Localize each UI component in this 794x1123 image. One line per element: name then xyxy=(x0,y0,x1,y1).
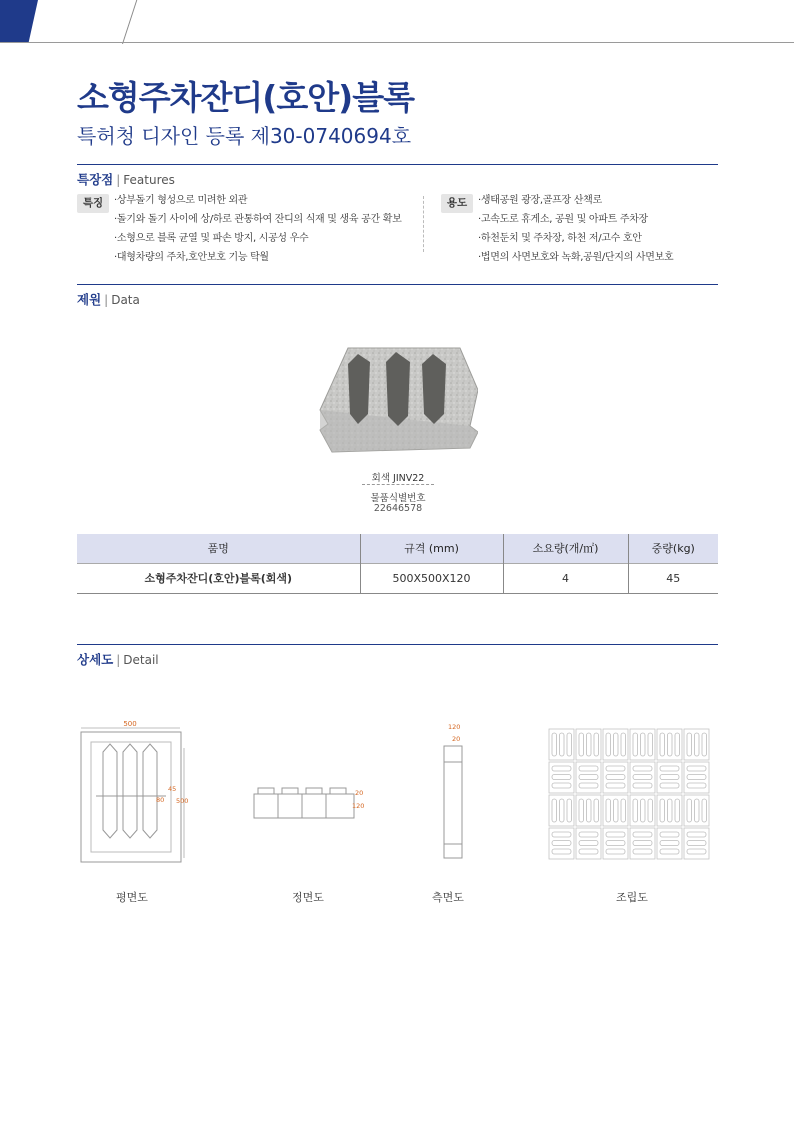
detail-heading-en: Detail xyxy=(123,653,159,667)
assembly-block xyxy=(576,795,601,826)
plan-view-label: 평면도 xyxy=(116,891,148,904)
features-heading-ko: 특장점 xyxy=(77,172,114,187)
table-cell: 500X500X120 xyxy=(360,563,503,593)
front-dim-120: 120 xyxy=(352,802,364,810)
list-item: ·상부돌기 형성으로 미려한 외관 xyxy=(114,195,248,206)
assembly-block xyxy=(684,762,709,793)
product-color-name: 회색 JINV22 xyxy=(371,473,425,484)
list-item: ·생태공원 광장,골프장 산책로 xyxy=(478,195,602,206)
features-heading: 특장점 | Features xyxy=(77,172,175,187)
assembly-block xyxy=(657,762,682,793)
assembly-block xyxy=(603,762,628,793)
features-rule xyxy=(77,164,718,165)
side-view-drawing xyxy=(438,720,468,862)
assembly-block xyxy=(549,762,574,793)
column-header: 규격 (mm) xyxy=(360,534,503,563)
assembly-block xyxy=(684,828,709,859)
product-id-label: 물품식별번호 xyxy=(370,493,426,504)
assembly-block xyxy=(549,828,574,859)
spec-table xyxy=(77,534,718,594)
plan-view-drawing xyxy=(78,718,190,866)
assembly-block xyxy=(576,729,601,760)
detail-heading: 상세도 | Detail xyxy=(77,652,159,667)
front-view-drawing xyxy=(252,784,364,824)
assembly-block xyxy=(630,729,655,760)
assembly-block xyxy=(657,729,682,760)
assembly-block xyxy=(630,795,655,826)
data-heading: 제원 | Data xyxy=(77,292,140,307)
side-dim-20: 20 xyxy=(452,735,461,743)
header-slash xyxy=(122,0,137,44)
table-row xyxy=(77,563,718,593)
column-header: 품명 xyxy=(77,534,360,563)
detail-heading-ko: 상세도 xyxy=(77,652,114,667)
table-cell: 45 xyxy=(628,563,718,593)
assembly-view-drawing xyxy=(546,726,716,864)
assembly-block xyxy=(549,795,574,826)
features-heading-en: Features xyxy=(123,173,175,187)
side-view-label: 측면도 xyxy=(432,891,464,904)
assembly-block xyxy=(657,828,682,859)
table-cell: 소형주차잔디(호안)블록(회색) xyxy=(77,563,360,593)
list-item: ·돌기와 돌기 사이에 상/하로 관통하여 잔디의 식재 및 생육 공간 확보 xyxy=(114,214,402,225)
table-cell: 4 xyxy=(503,563,628,593)
caption-divider xyxy=(362,484,434,485)
header-accent-tab xyxy=(0,0,38,43)
assembly-view-label: 조립도 xyxy=(616,891,648,904)
product-image xyxy=(318,340,478,455)
assembly-block xyxy=(684,729,709,760)
column-divider xyxy=(423,196,424,252)
list-item: ·대형차량의 주차,호안보호 기능 탁월 xyxy=(114,252,269,263)
list-item: ·고속도로 휴게소, 공원 및 아파트 주차장 xyxy=(478,214,648,225)
detail-rule xyxy=(77,644,718,645)
assembly-block xyxy=(603,729,628,760)
header-rule xyxy=(0,42,794,43)
assembly-block xyxy=(549,729,574,760)
usage-list xyxy=(478,191,673,267)
assembly-block xyxy=(603,828,628,859)
page-subtitle: 특허청 디자인 등록 제30-0740694호 xyxy=(77,124,412,148)
list-item: ·법면의 사면보호와 녹화,공원/단지의 사면보호 xyxy=(478,252,674,263)
list-item: ·하천둔치 및 주차장, 하천 저/고수 호안 xyxy=(478,233,642,244)
page-title: 소형주차잔디(호안)블록 xyxy=(77,78,414,117)
list-item: ·소형으로 블록 균열 및 파손 방지, 시공성 우수 xyxy=(114,233,309,244)
assembly-block xyxy=(576,828,601,859)
plan-dim-width: 500 xyxy=(123,720,137,728)
assembly-block xyxy=(576,762,601,793)
assembly-block xyxy=(657,795,682,826)
features-tag: 특징 xyxy=(77,194,109,213)
plan-dim-45: 45 xyxy=(168,785,177,793)
front-view-label: 정면도 xyxy=(292,891,324,904)
table-header-row xyxy=(77,534,718,563)
assembly-block xyxy=(630,828,655,859)
assembly-block xyxy=(603,795,628,826)
assembly-block xyxy=(684,795,709,826)
side-dim-120: 120 xyxy=(448,723,461,731)
usage-tag: 용도 xyxy=(441,194,473,213)
plan-dim-80: 80 xyxy=(156,796,165,804)
front-dim-20: 20 xyxy=(355,789,364,797)
data-heading-en: Data xyxy=(111,293,140,307)
column-header: 중량(kg) xyxy=(628,534,718,563)
features-list xyxy=(114,191,401,267)
data-heading-ko: 제원 xyxy=(77,292,102,307)
data-rule xyxy=(77,284,718,285)
plan-dim-height: 500 xyxy=(176,797,189,805)
assembly-block xyxy=(630,762,655,793)
column-header: 소요량(개/㎡) xyxy=(503,534,628,563)
product-id-number: 22646578 xyxy=(373,503,423,514)
